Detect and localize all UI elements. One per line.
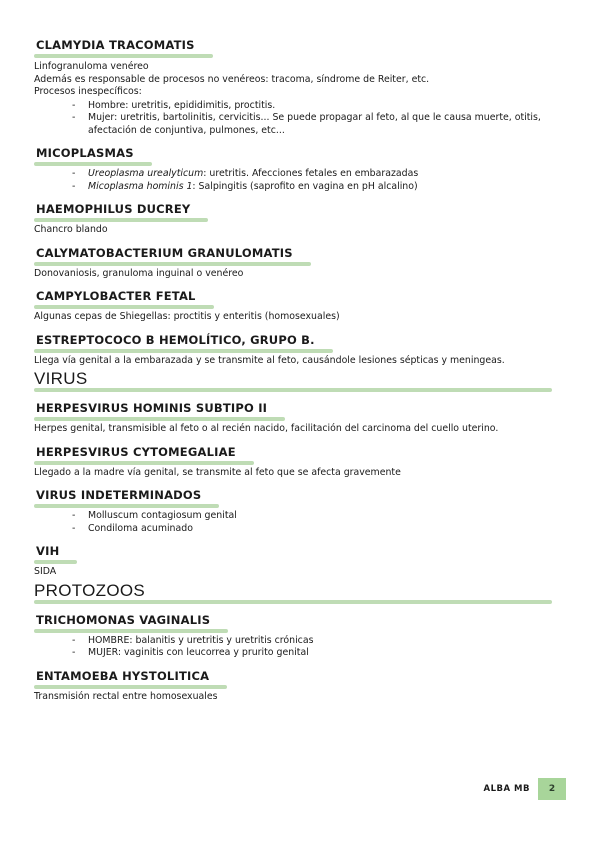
list-item: - Mujer: uretritis, bartolinitis, cervicitis... Se puede propagar al feto, al que le causa muerte, otitis, afectación de conjuntiva, pulmones, etc...: [88, 112, 564, 137]
bullet-list: [34, 100, 564, 138]
chapter-heading-virus: VIRUS: [34, 369, 564, 389]
document-body: [34, 34, 564, 703]
paragraph: Además es responsable de procesos no venéreos: tracoma, síndrome de Reiter, etc.: [34, 73, 430, 85]
section-haemophilus: [34, 198, 564, 237]
section-heading: HAEMOPHILUS DUCREY: [34, 202, 194, 219]
list-item: - HOMBRE: balanitis y uretritis y uretritis crónicas: [88, 635, 564, 648]
section-heading: HERPESVIRUS CYTOMEGALIAE: [34, 445, 240, 462]
paragraph: Herpes genital, transmisible al feto o al recién nacido, facilitación del carcinoma del cuello uterino.: [34, 423, 499, 434]
bullet-list: [34, 168, 564, 193]
section-heading: CALYMATOBACTERIUM GRANULOMATIS: [34, 246, 297, 263]
list-item: - MUJER: vaginitis con leucorrea y prurito genital: [88, 647, 564, 660]
paragraph: Llegado a la madre vía genital, se transmite al feto que se afecta gravemente: [34, 466, 401, 478]
page-footer: [484, 778, 566, 800]
section-heading: ENTAMOEBA HYSTOLITICA: [34, 669, 213, 686]
section-estreptococo: [34, 329, 564, 368]
author-name: ALBA MB: [483, 784, 530, 794]
species-name: Ureoplasma urealyticum: [88, 168, 204, 179]
section-heading: MICOPLASMAS: [34, 146, 138, 163]
section-heading: VIH: [34, 544, 63, 561]
bullet-list: [34, 510, 564, 535]
section-heading: TRICHOMONAS VAGINALIS: [34, 613, 214, 630]
section-virus-indeterminados: [34, 484, 564, 535]
section-herpesvirus-cytomegaliae: [34, 441, 564, 480]
section-calymatobacterium: [34, 242, 564, 281]
list-item-text: : Salpingitis (saprofito en vagina en pH alcalino): [192, 180, 418, 192]
section-trichomonas: [34, 609, 564, 660]
section-herpesvirus-hominis: [34, 397, 564, 436]
list-item: [88, 168, 564, 181]
list-item: - Hombre: uretritis, epididimitis, proctitis.: [88, 100, 564, 113]
section-heading: CLAMYDIA TRACOMATIS: [34, 38, 199, 55]
species-name: Micoplasma hominis 1: [88, 180, 193, 192]
section-entamoeba: [34, 665, 564, 704]
list-item-text: : uretritis. Afecciones fetales en embarazadas: [203, 168, 419, 179]
page-number: 2: [538, 778, 566, 800]
paragraph: Llega vía genital a la embarazada y se transmite al feto, causándole lesiones sépticas y meningeas.: [34, 354, 505, 366]
section-micoplasmas: [34, 142, 564, 193]
list-item: [88, 181, 564, 194]
paragraph: Chancro blando: [34, 224, 108, 235]
paragraph: Algunas cepas de Shiegellas: proctitis y enteritis (homosexuales): [34, 311, 340, 322]
bullet-list: [34, 635, 564, 660]
paragraph: Procesos inespecíficos:: [34, 86, 142, 97]
section-clamydia: [34, 34, 564, 137]
section-vih: [34, 540, 564, 579]
section-campylobacter: [34, 285, 564, 324]
paragraph: Linfogranuloma venéreo: [34, 61, 149, 72]
paragraph: Transmisión rectal entre homosexuales: [34, 690, 218, 702]
list-item: - Molluscum contagiosum genital: [88, 510, 564, 523]
section-heading: ESTREPTOCOCO B HEMOLÍTICO, GRUPO B.: [34, 333, 319, 350]
section-heading: HERPESVIRUS HOMINIS SUBTIPO II: [34, 401, 271, 418]
paragraph: SIDA: [34, 566, 57, 577]
paragraph: Donovaniosis, granuloma inguinal o venéreo: [34, 267, 244, 279]
chapter-heading-protozoos: PROTOZOOS: [34, 581, 564, 601]
list-item: - Condiloma acuminado: [88, 523, 564, 536]
section-heading: VIRUS INDETERMINADOS: [34, 488, 205, 505]
section-heading: CAMPYLOBACTER FETAL: [34, 289, 200, 306]
